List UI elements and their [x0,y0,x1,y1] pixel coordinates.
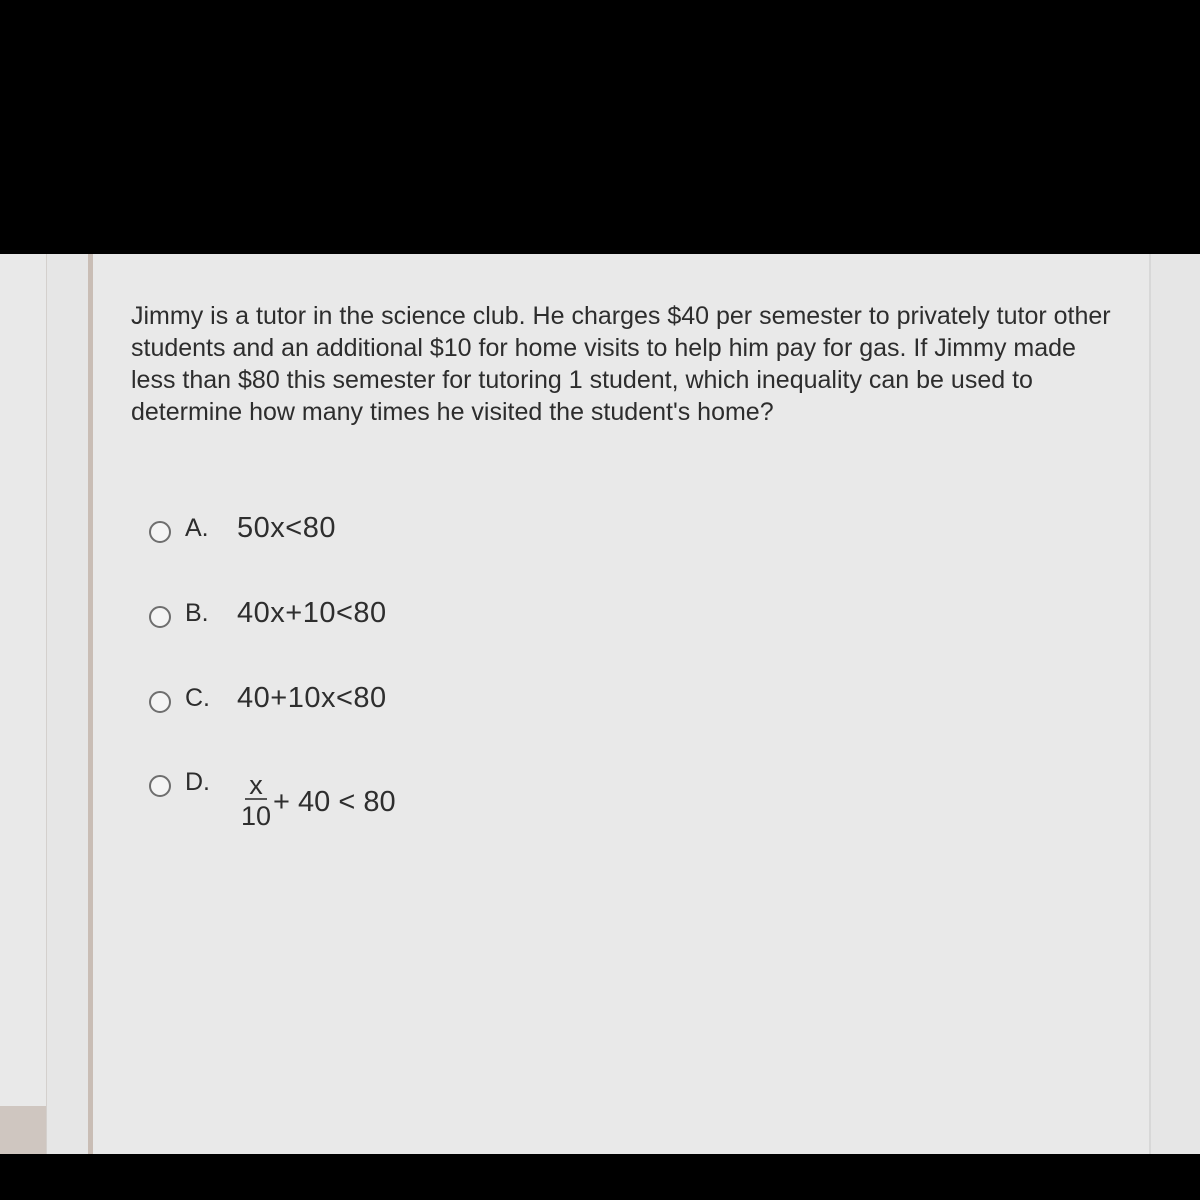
left-gutter-footer [0,1106,46,1154]
gutter-divider [46,254,47,1154]
quiz-screen [0,254,1200,1154]
option-b[interactable] [149,597,387,637]
fraction-denominator: 10 [241,801,272,831]
option-d-letter: D. [185,768,210,796]
option-b-letter: B. [185,599,209,627]
option-d-expression [241,772,396,832]
option-b-expression: 40x+10<80 [237,597,387,629]
question-text: Jimmy is a tutor in the science club. He charges $40 per semester to privately tutor other students and an additional $10 for home visits to help him pay for gas. If Jimmy made less than $80 this semester for tutoring 1 student, which inequality can be used to determine how many times he visited the student's home? [131,302,1111,426]
left-gutter [0,254,46,1154]
option-a[interactable] [149,512,336,552]
right-divider [1149,254,1151,1154]
option-d[interactable] [149,766,396,846]
radio-button-a[interactable] [149,521,171,543]
fraction [241,772,271,832]
question-panel [93,254,1149,1154]
radio-button-d[interactable] [149,775,171,797]
option-c-letter: C. [185,684,210,712]
radio-button-c[interactable] [149,691,171,713]
option-a-letter: A. [185,514,209,542]
radio-button-b[interactable] [149,606,171,628]
option-c-expression: 40+10x<80 [237,682,387,714]
option-c[interactable] [149,682,387,722]
fraction-numerator: x [245,772,267,800]
option-a-expression: 50x<80 [237,512,336,544]
option-d-rest: + 40 < 80 [273,785,396,818]
